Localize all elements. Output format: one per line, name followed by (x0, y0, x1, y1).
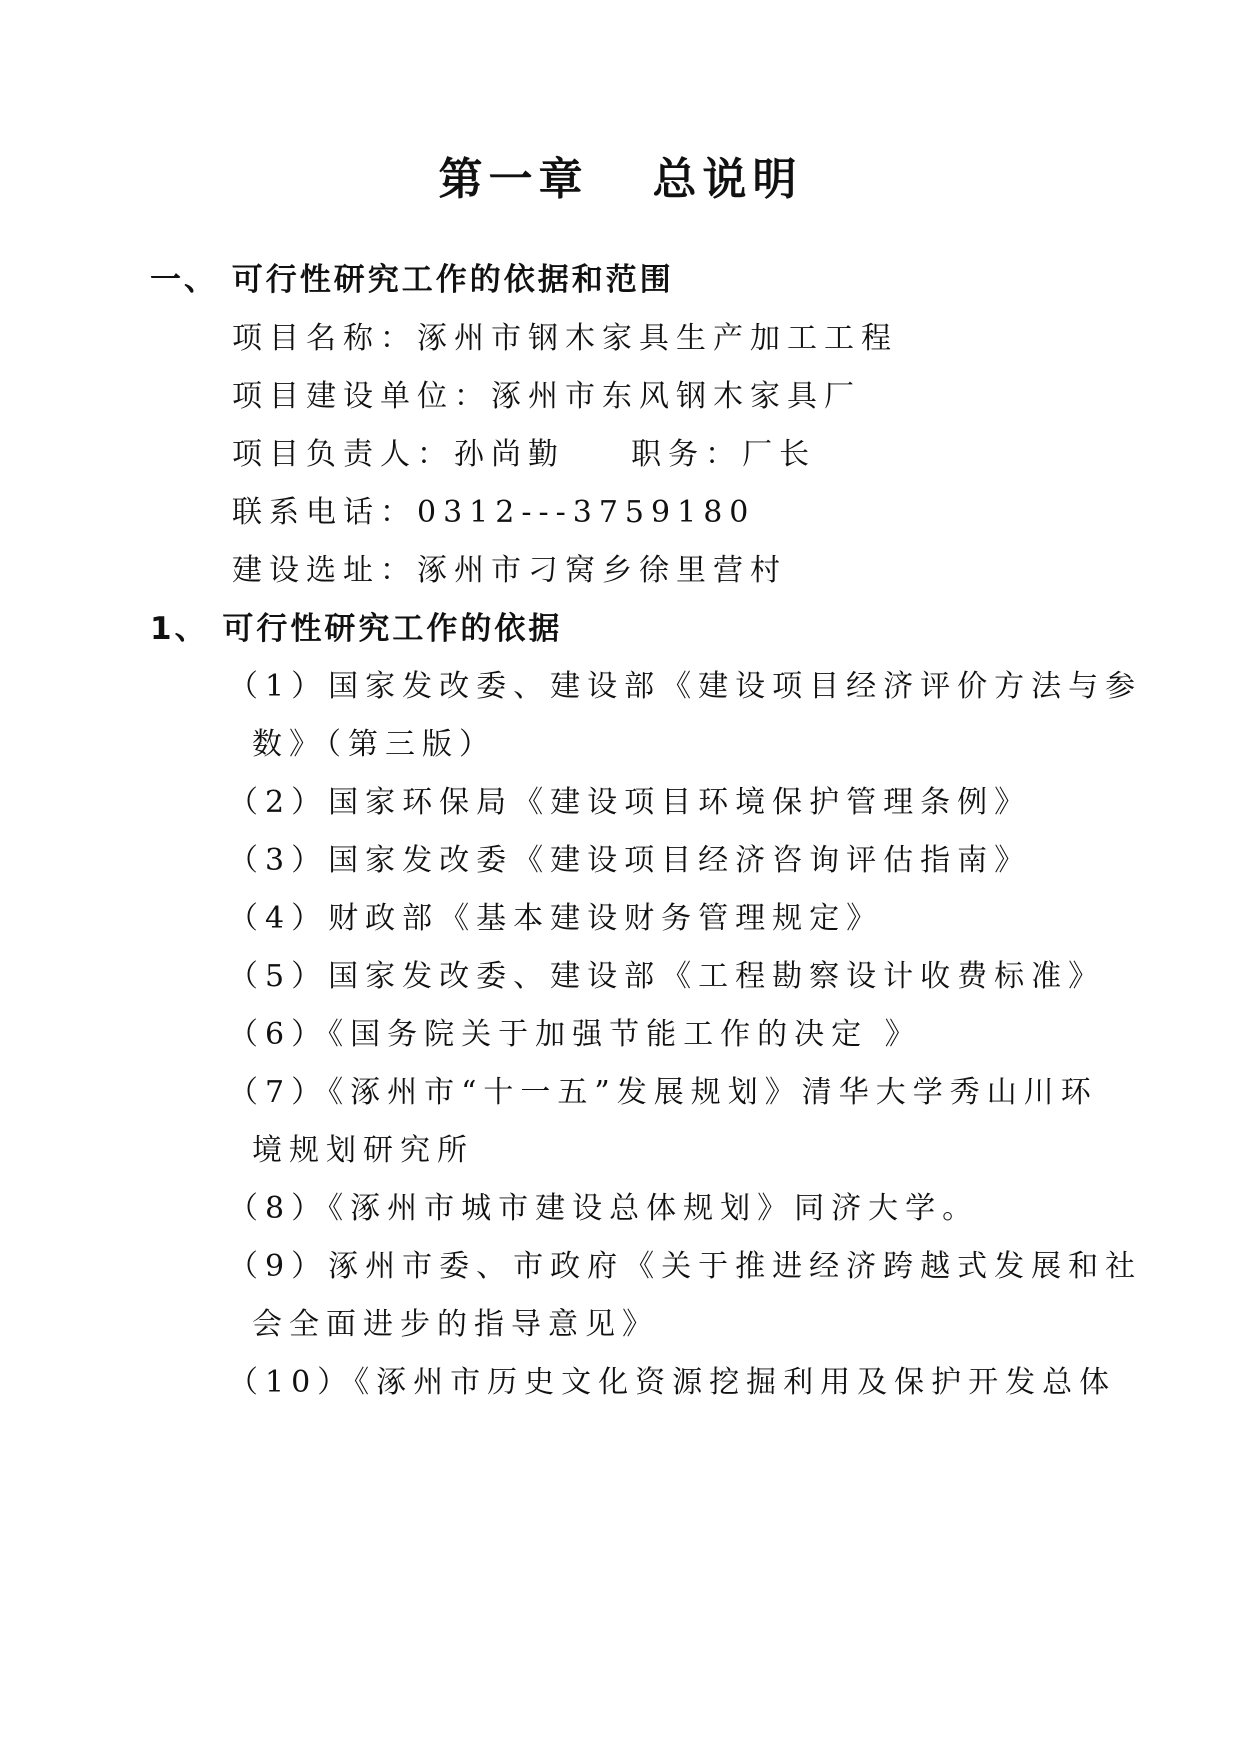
basis-item-1: （1）国家发改委、建设部《建设项目经济评价方法与参 (228, 669, 1143, 704)
basis-item-4: （4）财政部《基本建设财务管理规定》 (228, 901, 884, 936)
basis-item-9: （9）涿州市委、市政府《关于推进经济跨越式发展和社 (228, 1249, 1143, 1284)
site-location-line: 建设选址：涿州市刁窝乡徐里营村 (232, 553, 787, 588)
basis-item-1-continued: 数》（第三版） (252, 727, 496, 762)
project-leader-line: 项目负责人：孙尚勤 职务：厂长 (232, 437, 817, 472)
basis-item-7: （7）《涿州市“十一五”发展规划》清华大学秀山川环 (228, 1075, 1098, 1110)
basis-item-6: （6）《国务院关于加强节能工作的决定 》 (228, 1017, 922, 1052)
basis-item-7-continued: 境规划研究所 (252, 1133, 474, 1168)
basis-item-10: （10）《涿州市历史文化资源挖掘利用及保护开发总体 (228, 1365, 1117, 1400)
basis-item-5: （5）国家发改委、建设部《工程勘察设计收费标准》 (228, 959, 1106, 994)
basis-item-2: （2）国家环保局《建设项目环境保护管理条例》 (228, 785, 1032, 820)
chapter-title: 第一章 总说明 (438, 154, 803, 205)
section-heading: 一、 可行性研究工作的依据和范围 (150, 262, 674, 298)
project-name-line: 项目名称：涿州市钢木家具生产加工工程 (232, 321, 898, 356)
basis-item-8: （8）《涿州市城市建设总体规划》同济大学。 (228, 1191, 980, 1226)
basis-item-9-continued: 会全面进步的指导意见》 (252, 1307, 659, 1342)
contact-phone-line: 联系电话：0312---3759180 (232, 495, 756, 530)
subsection-heading: 1、 可行性研究工作的依据 (150, 611, 563, 647)
basis-item-3: （3）国家发改委《建设项目经济咨询评估指南》 (228, 843, 1032, 878)
project-builder-line: 项目建设单位：涿州市东风钢木家具厂 (232, 379, 861, 414)
